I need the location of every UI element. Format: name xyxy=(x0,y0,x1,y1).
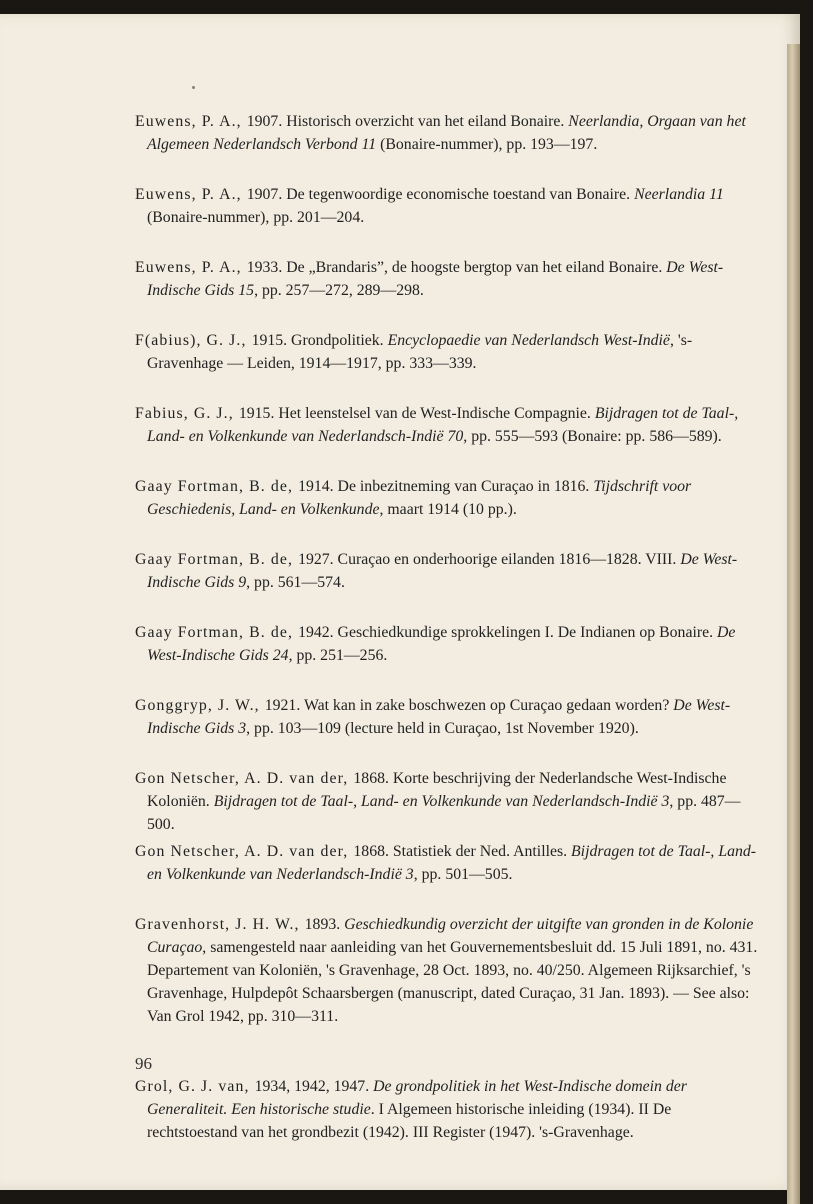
entry-details: 1915. Grondpolitiek. xyxy=(251,332,388,349)
bibliography-entry xyxy=(135,110,765,167)
entry-details: 1921. Wat kan in zake boschwezen op Curaçao gedaan worden? xyxy=(264,697,674,714)
entry-author: Grol, G. J. van, xyxy=(135,1078,255,1095)
entry-details: 1868. Statistiek der Ned. Antilles. xyxy=(353,843,572,860)
entry-details: 1907. Historisch overzicht van het eiland Bonaire. xyxy=(246,113,569,130)
entry-tail: , pp. 103—109 (lecture held in Curaçao, 1st November 1920). xyxy=(246,720,639,737)
bibliography-entry xyxy=(135,767,765,833)
entry-tail: , pp. 555—593 (Bonaire: pp. 586—589). xyxy=(463,428,722,445)
entry-author: Gaay Fortman, B. de, xyxy=(135,478,299,495)
entry-details: 1927. Curaçao en onderhoorige eilanden 1816—1828. VIII. xyxy=(298,551,681,568)
entry-details: 1914. De inbezitneming van Curaçao in 1816. xyxy=(298,478,594,495)
entry-author: Euwens, P. A., xyxy=(135,186,247,203)
entry-tail: , pp. 251—256. xyxy=(288,647,388,664)
entry-author: Fabius, G. J., xyxy=(135,405,239,422)
bibliography-entry xyxy=(135,329,765,386)
entry-tail: , pp. 257—272, 289—298. xyxy=(254,282,424,299)
entry-title: Encyclopaedie van Nederlandsch West-Indië xyxy=(387,332,670,349)
entry-title: Geschiedkundig overzicht der uitgifte van gronden in de Kolonie Curaçao xyxy=(147,916,754,956)
entry-title: De West-Indische Gids 9 xyxy=(147,551,738,591)
entry-title: Tijdschrift voor Geschiedenis, Land- en Volkenkunde xyxy=(147,478,692,518)
entry-author: Euwens, P. A., xyxy=(135,259,247,276)
bibliography-entry xyxy=(135,840,765,897)
bibliography-entry xyxy=(135,402,765,459)
entry-title: De grondpolitiek in het West-Indische domein der Generaliteit. Een historische studie xyxy=(147,1078,687,1118)
bibliography-entry xyxy=(135,548,765,605)
paper-speck xyxy=(192,86,195,89)
entry-tail: , maart 1914 (10 pp.). xyxy=(379,501,517,518)
entry-title: Bijdragen tot de Taal-, Land- en Volkenkunde van Nederlandsch-Indië 3 xyxy=(213,793,670,810)
page-edge xyxy=(787,44,800,1204)
bibliography-entry xyxy=(135,694,765,751)
entry-title: De West-Indische Gids 15 xyxy=(147,259,724,299)
entry-tail: , 's-Gravenhage — Leiden, 1914—1917, pp. 333—339. xyxy=(147,332,693,372)
entry-title: De West-Indische Gids 3 xyxy=(147,697,731,737)
entry-author: Euwens, P. A., xyxy=(135,113,247,130)
bibliography-entry xyxy=(135,183,765,240)
bibliography-list xyxy=(135,110,765,1155)
entry-details: 1893. xyxy=(304,916,345,933)
entry-author: Gon Netscher, A. D. van der, xyxy=(135,843,354,860)
entry-author: Gon Netscher, A. D. van der, xyxy=(135,770,354,787)
entry-title: De West-Indische Gids 24 xyxy=(147,624,736,664)
entry-title: Neerlandia, Orgaan van het Algemeen Nederlandsch Verbond 11 xyxy=(147,113,746,153)
bibliography-entry-gravenhorst xyxy=(135,913,765,1059)
entry-tail: , pp. 487—500. xyxy=(147,793,741,833)
entry-details: 1942. Geschiedkundige sprokkelingen I. De Indianen op Bonaire. xyxy=(298,624,718,641)
entry-author: F(abius), G. J., xyxy=(135,332,252,349)
entry-tail: (Bonaire-nummer), pp. 193—197. xyxy=(376,136,598,153)
page-number: 96 xyxy=(135,1054,152,1073)
entry-author: Gonggryp, J. W., xyxy=(135,697,265,714)
entry-tail: , samengesteld naar aanleiding van het Gouvernementsbesluit dd. 15 Juli 1891, no. 431. xyxy=(202,939,758,956)
bibliography-entry-grol xyxy=(135,1075,765,1155)
entry-tail: , pp. 501—505. xyxy=(413,866,513,883)
entry-author: Gaay Fortman, B. de, xyxy=(135,624,299,641)
entry-title: Neerlandia 11 xyxy=(634,186,724,203)
entry-author: Gaay Fortman, B. de, xyxy=(135,551,299,568)
entry-details: 1915. Het leenstelsel van de West-Indische Compagnie. xyxy=(238,405,595,422)
entry-title: Bijdragen tot de Taal-, Land- en Volkenkunde van Nederlandsch-Indië 3 xyxy=(147,843,757,883)
entry-author: Gravenhorst, J. H. W., xyxy=(135,916,305,933)
entry-tail: . I Algemeen historische inleiding (1934). II De rechtstoestand van het grondbezit (1942). III Register (1947). 's-Gravenhage. xyxy=(147,1101,672,1141)
bibliography-entry xyxy=(135,621,765,678)
entry-details: 1933. De „Brandaris”, de hoogste bergtop van het eiland Bonaire. xyxy=(246,259,667,276)
entry-tail: (Bonaire-nummer), pp. 201—204. xyxy=(147,209,365,226)
entry-title: Bijdragen tot de Taal-, Land- en Volkenkunde van Nederlandsch-Indië 70 xyxy=(147,405,739,445)
book-page xyxy=(0,14,800,1190)
entry-tail: , pp. 561—574. xyxy=(246,574,345,591)
entry-details: 1934, 1942, 1947. xyxy=(254,1078,374,1095)
entry-details: 1868. Korte beschrijving der Nederlandsche West-Indische Koloniën. xyxy=(147,770,727,810)
bibliography-entry xyxy=(135,256,765,313)
entry-archive-note: Departement van Koloniën, 's Gravenhage, 28 Oct. 1893, no. 40/250. Algemeen Rijksarchief, 's Gravenhage, Hulpdepôt Schaarsbergen (manuscript, dated Curaçao, 31 Jan. 1893). — See also: Van Grol 1942, pp. 310—311. xyxy=(147,962,751,1025)
entry-details: 1907. De tegenwoordige economische toestand van Bonaire. xyxy=(246,186,635,203)
bibliography-entry xyxy=(135,475,765,532)
